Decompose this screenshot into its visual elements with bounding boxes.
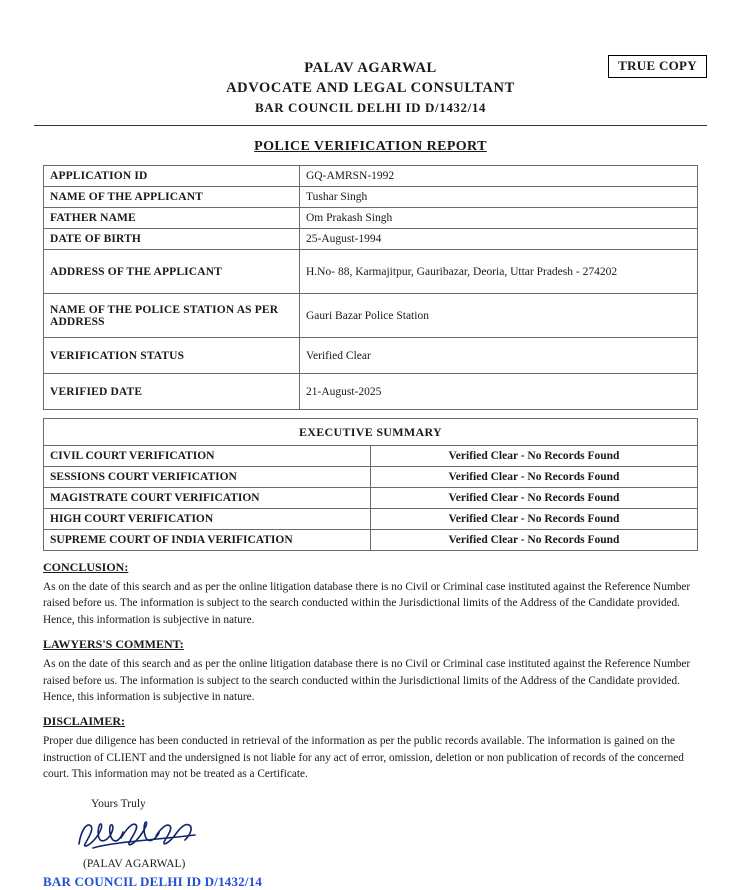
field-value: Tushar Singh: [300, 187, 698, 208]
header-divider: [34, 125, 707, 126]
field-label: APPLICATION ID: [44, 166, 300, 187]
summary-value: Verified Clear - No Records Found: [371, 467, 698, 488]
executive-summary-table: [43, 418, 698, 551]
disclaimer-heading: DISCLAIMER:: [43, 714, 126, 729]
lawyers-comment-heading: LAWYERS'S COMMENT:: [43, 637, 184, 652]
advocate-name: PALAV AGARWAL: [304, 60, 437, 76]
field-label: NAME OF THE POLICE STATION AS PER ADDRESS: [44, 294, 300, 338]
summary-value: Verified Clear - No Records Found: [371, 488, 698, 509]
table-row: [44, 166, 698, 187]
table-row: [44, 208, 698, 229]
field-value: 21-August-2025: [300, 374, 698, 410]
field-value: 25-August-1994: [300, 229, 698, 250]
table-row: [44, 530, 698, 551]
field-value: H.No- 88, Karmajitpur, Gauribazar, Deoria, Uttar Pradesh - 274202: [300, 250, 698, 294]
page-title: POLICE VERIFICATION REPORT: [254, 139, 487, 154]
table-row: [44, 294, 698, 338]
summary-value: Verified Clear - No Records Found: [371, 530, 698, 551]
signature-block: [43, 782, 698, 890]
summary-label: HIGH COURT VERIFICATION: [44, 509, 371, 530]
executive-summary-heading-row: [44, 419, 698, 446]
table-row: [44, 467, 698, 488]
summary-value: Verified Clear - No Records Found: [371, 446, 698, 467]
conclusion-heading: CONCLUSION:: [43, 560, 129, 574]
conclusion-body: As on the date of this search and as per the online litigation database there is no Civil or Criminal case instituted against the Reference Number raised before us. The information is subject to the search conducted within the Jurisdictional limits of the Address of the Candidate provided. Hence, this information is subjective in nature.: [43, 581, 691, 626]
field-value: GQ-AMRSN-1992: [300, 166, 698, 187]
summary-value: Verified Clear - No Records Found: [371, 509, 698, 530]
table-row: [44, 488, 698, 509]
conclusion-section: [43, 560, 698, 628]
signatory-bar-council-id: BAR COUNCIL DELHI ID D/1432/14: [43, 874, 263, 890]
table-row: [44, 338, 698, 374]
field-label: VERIFIED DATE: [44, 374, 300, 410]
summary-label: SESSIONS COURT VERIFICATION: [44, 467, 371, 488]
lawyers-comment-section: [43, 637, 698, 705]
field-label: NAME OF THE APPLICANT: [44, 187, 300, 208]
advocate-designation: ADVOCATE AND LEGAL CONSULTANT: [226, 80, 515, 96]
advocate-bar-council-id: BAR COUNCIL DELHI ID D/1432/14: [254, 100, 487, 115]
field-label: ADDRESS OF THE APPLICANT: [44, 250, 300, 294]
table-row: [44, 250, 698, 294]
table-row: [44, 374, 698, 410]
field-value: Gauri Bazar Police Station: [300, 294, 698, 338]
table-row: [44, 446, 698, 467]
salutation: Yours Truly: [91, 798, 146, 811]
true-copy-stamp: TRUE COPY: [608, 55, 707, 78]
table-row: [44, 187, 698, 208]
summary-label: MAGISTRATE COURT VERIFICATION: [44, 488, 371, 509]
applicant-details-table: [43, 165, 698, 410]
handwritten-signature-icon: [43, 814, 698, 856]
executive-summary-heading: EXECUTIVE SUMMARY: [44, 419, 698, 446]
field-value: Om Prakash Singh: [300, 208, 698, 229]
summary-label: SUPREME COURT OF INDIA VERIFICATION: [44, 530, 371, 551]
table-row: [44, 229, 698, 250]
disclaimer-section: [43, 714, 698, 782]
lawyers-comment-body: As on the date of this search and as per the online litigation database there is no Civil or Criminal case instituted against the Reference Number raised before us. The information is subject to the search conducted within the Jurisdictional limits of the Address of the Candidate provided. Hence, this information is subjective in nature.: [43, 658, 691, 703]
table-row: [44, 509, 698, 530]
field-value: Verified Clear: [300, 338, 698, 374]
field-label: FATHER NAME: [44, 208, 300, 229]
disclaimer-body: Proper due diligence has been conducted in retrieval of the information as per the public records available. The information is gained on the instruction of CLIENT and the undersigned is not liable for any act of error, omission, deletion or non publication of records of the concerned court. This information may not be treated as a Certificate.: [43, 735, 684, 780]
signatory-name: (PALAV AGARWAL): [83, 858, 186, 871]
field-label: DATE OF BIRTH: [44, 229, 300, 250]
field-label: VERIFICATION STATUS: [44, 338, 300, 374]
summary-label: CIVIL COURT VERIFICATION: [44, 446, 371, 467]
